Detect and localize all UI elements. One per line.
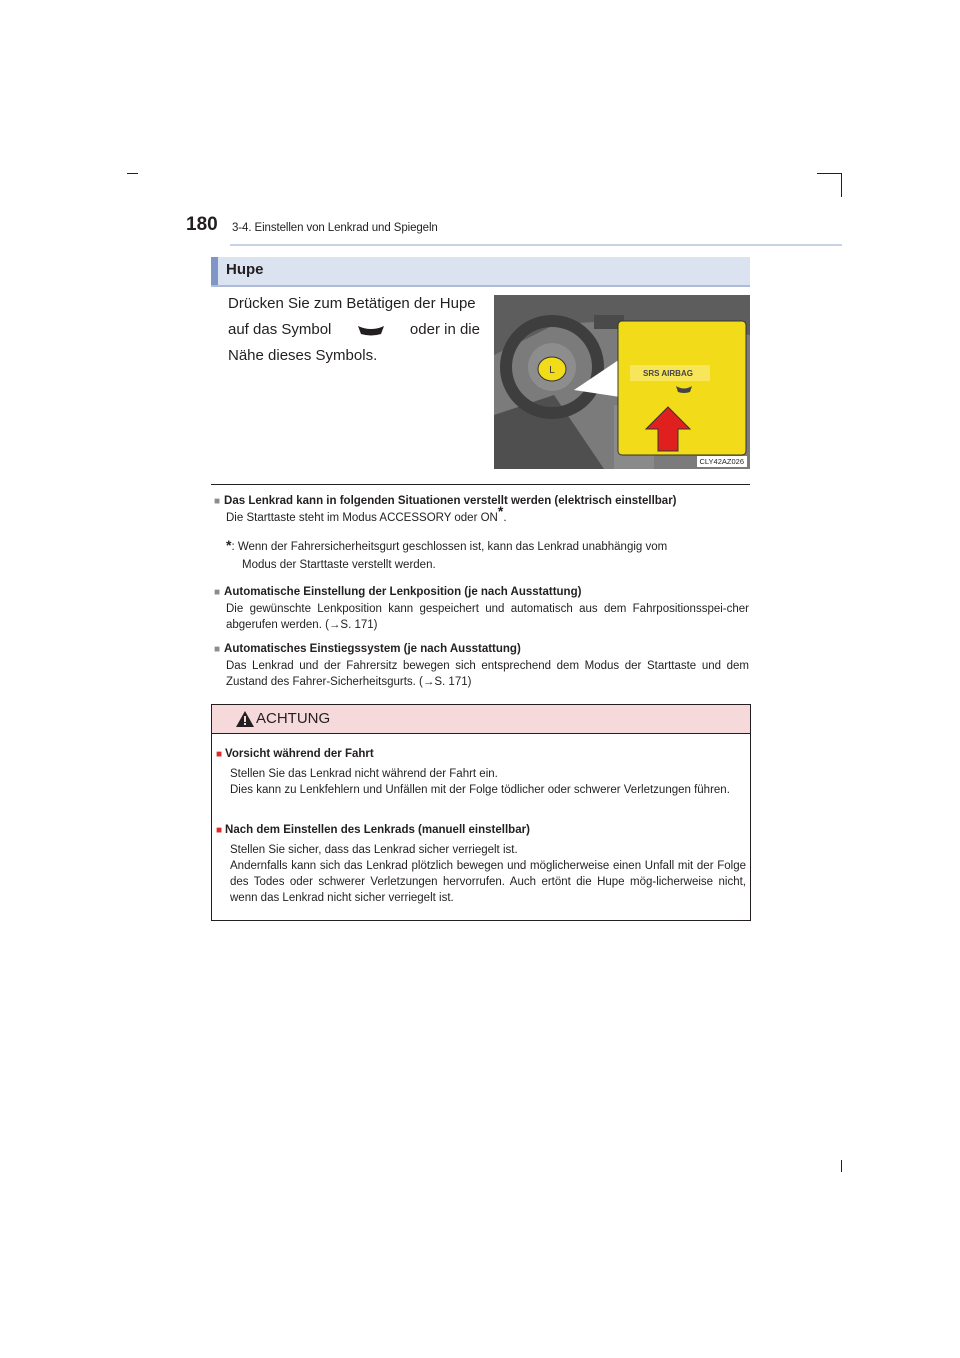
section-title: Hupe	[226, 261, 264, 278]
note-title: Automatische Einstellung der Lenkposition (je nach Ausstattung)	[224, 586, 582, 598]
footnote	[226, 536, 748, 574]
note-title: Das Lenkrad kann in folgenden Situationen verstellt werden (elektrisch einstellbar)	[224, 495, 677, 507]
warning-item-line: Stellen Sie sicher, dass das Lenkrad sicher verriegelt ist.	[230, 844, 518, 856]
srs-airbag-label: SRS AIRBAG	[643, 369, 693, 378]
intro-line-3: Nähe dieses Symbols.	[228, 347, 378, 364]
warning-title: ACHTUNG	[256, 710, 331, 727]
section-heading	[211, 257, 750, 287]
crop-mark	[127, 173, 138, 174]
section-heading-bar	[211, 257, 218, 285]
intro-line-2	[228, 317, 480, 343]
warning-header	[212, 705, 750, 734]
warning-item-line: Dies kann zu Lenkfehlern und Unfällen mit der Folge tödlicher oder schwerer Verletzungen führen.	[230, 784, 730, 796]
note-item	[214, 641, 749, 690]
bullet-square-icon: ■	[216, 749, 223, 760]
intro-paragraph	[228, 291, 480, 369]
figure-code: CLY42AZ026	[697, 456, 747, 467]
crop-mark	[841, 173, 842, 197]
bullet-square-icon: ■	[214, 587, 221, 598]
note-body: Die Starttaste steht im Modus ACCESSORY oder ON	[226, 512, 498, 524]
svg-text:L: L	[549, 365, 555, 376]
steering-wheel-figure	[494, 295, 750, 469]
page-number: 180	[186, 214, 218, 235]
intro-line-2b: oder in die	[409, 321, 480, 338]
note-title: Automatisches Einstiegssystem (je nach Ausstattung)	[224, 643, 521, 655]
warning-item	[216, 822, 746, 906]
note-body: Die gewünschte Lenkposition kann gespeichert und automatisch aus dem Fahrpositionsspei-cher abgerufen werden. (→S. 171)	[226, 603, 749, 631]
chapter-title: 3-4. Einstellen von Lenkrad und Spiegeln	[232, 222, 438, 234]
warning-item-line: Andernfalls kann sich das Lenkrad plötzlich bewegen und möglicherweise einen Unfall mit der Folge des Todes oder schwerer Verletzungen hervorrufen. Auch ertönt die Hupe mög-licherweise nicht, wenn das Lenkrad nicht sicher verriegelt ist.	[230, 860, 746, 904]
bullet-square-icon: ■	[214, 644, 221, 655]
header-rule	[230, 244, 842, 246]
bullet-square-icon: ■	[216, 825, 223, 836]
footnote-mark: *	[226, 537, 232, 553]
footnote-line-2: Modus der Starttaste verstellt werden.	[242, 559, 436, 571]
intro-line-2a: auf das Symbol	[228, 321, 332, 338]
section-divider	[211, 484, 750, 485]
intro-line-1: Drücken Sie zum Betätigen der Hupe	[228, 295, 476, 312]
bullet-square-icon: ■	[214, 496, 221, 507]
warning-item-title: Vorsicht während der Fahrt	[225, 748, 374, 760]
note-item: ■ Das Lenkrad kann in folgenden Situationen verstellt werden (elektrisch einstellbar) Die Starttaste steht im Modus ACCESSORY oder ON*.	[214, 495, 677, 524]
note-item	[214, 584, 749, 633]
crop-mark	[817, 173, 841, 174]
footnote-line-1: : Wenn der Fahrersicherheitsgurt geschlossen ist, kann das Lenkrad unabhängig vom	[231, 541, 668, 553]
warning-box	[211, 704, 751, 921]
crop-mark	[841, 1160, 842, 1172]
note-body: Das Lenkrad und der Fahrersitz bewegen sich entsprechend dem Modus der Starttaste und dem Zustand des Fahrer-Sicherheitsgurts. (→S. 171)	[226, 660, 749, 688]
warning-triangle-icon	[236, 711, 254, 727]
warning-item	[216, 746, 746, 798]
warning-item-line: Stellen Sie das Lenkrad nicht während der Fahrt ein.	[230, 768, 498, 780]
warning-item-title: Nach dem Einstellen des Lenkrads (manuell einstellbar)	[225, 824, 530, 836]
steering-wheel-illustration	[494, 295, 750, 469]
horn-icon	[356, 323, 386, 337]
footnote-mark: *	[497, 503, 504, 520]
